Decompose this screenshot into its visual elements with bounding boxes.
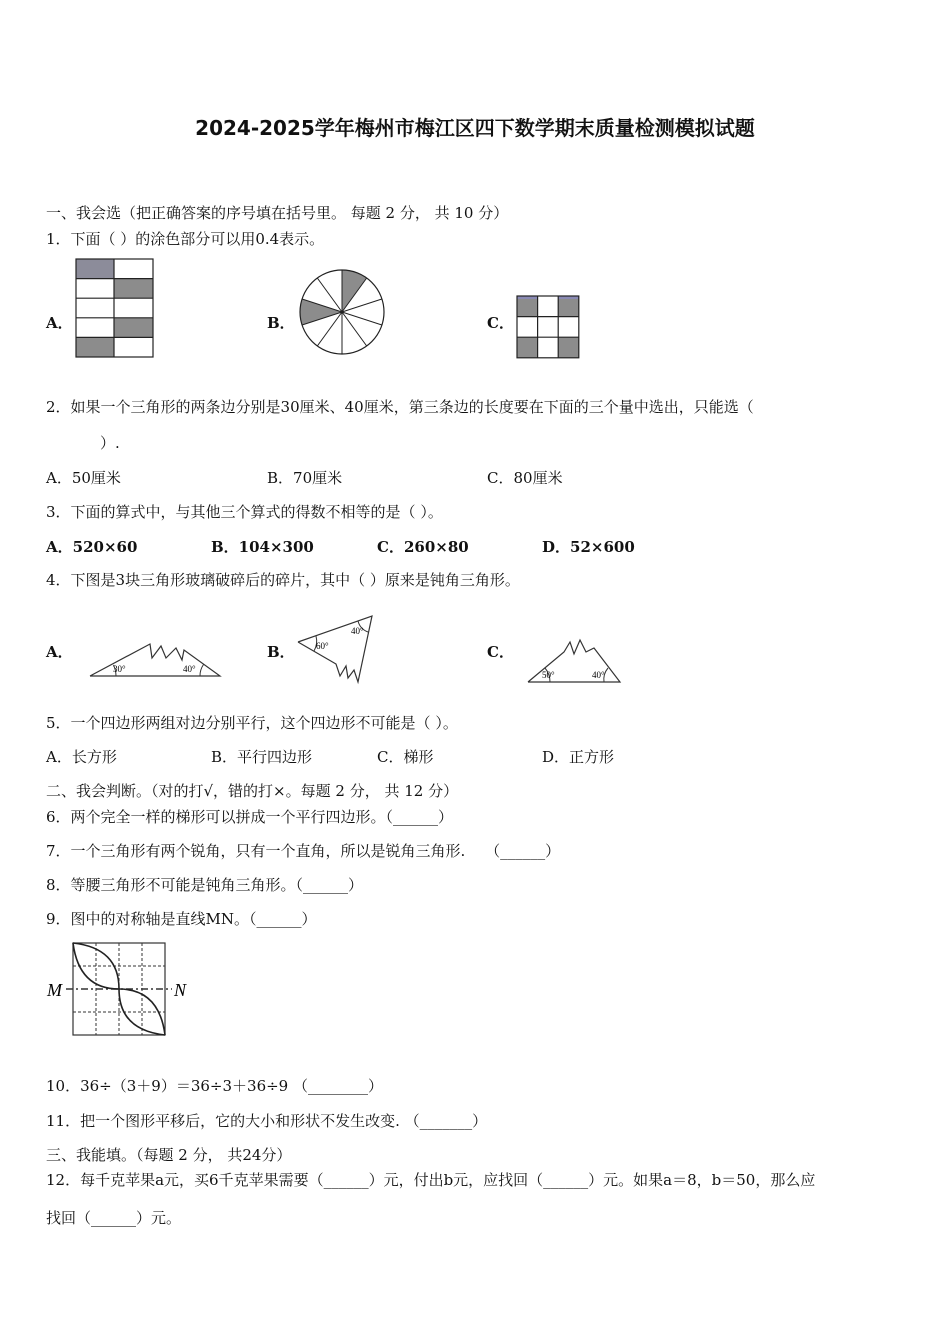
section3-heading: 三、我能填。（每题 2 分， 共24分） [46, 1146, 292, 1164]
question-7: 7．一个三角形有两个锐角，只有一个直角，所以是锐角三角形. （______） [46, 842, 561, 860]
q5-option-b: B．平行四边形 [211, 748, 313, 766]
question-4: 4．下图是3块三角形玻璃破碎后的碎片，其中（ ）原来是钝角三角形。 [46, 571, 520, 589]
question-8: 8．等腰三角形不可能是钝角三角形。（______） [46, 876, 364, 894]
section2-heading: 二、我会判断。（对的打√，错的打×。每题 2 分， 共 12 分） [46, 782, 459, 800]
q4-option-c-label: C． [487, 643, 514, 661]
q1-option-a-label: A． [46, 314, 73, 332]
question-9: 9．图中的对称轴是直线MN。（______） [46, 910, 317, 928]
section1-heading: 一、我会选（把正确答案的序号填在括号里。 每题 2 分， 共 10 分） [46, 204, 509, 222]
q5-option-c: C．梯形 [377, 748, 434, 766]
question-6: 6．两个完全一样的梯形可以拼成一个平行四边形。（______） [46, 808, 454, 826]
question-11: 11．把一个图形平移后，它的大小和形状不发生改变. （_______） [46, 1112, 488, 1130]
q3-option-d: D．52×600 [542, 538, 635, 556]
q3-option-c: C．260×80 [377, 538, 469, 556]
question-3: 3．下面的算式中，与其他三个算式的得数不相等的是（ ）。 [46, 503, 443, 521]
q4-figure-a [88, 638, 222, 680]
q1-option-b-label: B． [267, 314, 295, 332]
q4-option-b-label: B． [267, 643, 295, 661]
q9-label-n: N [174, 980, 187, 1000]
question-12: 12．每千克苹果a元，买6千克苹果需要（______）元，付出b元，应找回（______）元。如果a＝8，b＝50，那么应 [46, 1171, 816, 1189]
page-title: 2024-2025学年梅州市梅江区四下数学期末质量检测模拟试题 [195, 116, 755, 140]
q4-c-angle-2: 40° [592, 670, 605, 680]
q4-a-angle-1: 30° [113, 664, 126, 674]
question-5: 5．一个四边形两组对边分别平行，这个四边形不可能是（ ）。 [46, 714, 458, 732]
q2-option-a: A．50厘米 [46, 469, 121, 487]
q4-b-angle-2: 40° [351, 626, 364, 636]
question-2-cont: ）. [100, 434, 120, 452]
q5-option-a: A．长方形 [46, 748, 117, 766]
q9-label-m: M [47, 980, 62, 1000]
q1-option-c-label: C． [487, 314, 514, 332]
q2-option-b: B．70厘米 [267, 469, 343, 487]
question-2: 2．如果一个三角形的两条边分别是30厘米、40厘米，第三条边的长度要在下面的三个量中选出，只能选（ [46, 398, 754, 416]
q4-c-angle-1: 50° [542, 670, 555, 680]
q4-b-angle-1: 60° [316, 641, 329, 651]
q4-option-a-label: A． [46, 643, 73, 661]
q1-figure-c [516, 295, 580, 359]
q4-figure-b [296, 612, 376, 690]
question-12-cont: 找回（______）元。 [46, 1209, 182, 1227]
q1-figure-a [75, 258, 155, 358]
q1-figure-b [298, 268, 386, 356]
q9-figure [44, 938, 196, 1038]
q4-figure-c [524, 638, 624, 686]
q3-option-b: B．104×300 [211, 538, 314, 556]
q4-a-angle-2: 40° [183, 664, 196, 674]
question-1: 1．下面（ ）的涂色部分可以用0.4表示。 [46, 230, 325, 248]
q3-option-a: A．520×60 [46, 538, 138, 556]
question-10: 10．36÷（3＋9）＝36÷3＋36÷9 （________） [46, 1077, 383, 1095]
q5-option-d: D．正方形 [542, 748, 615, 766]
q2-option-c: C．80厘米 [487, 469, 563, 487]
